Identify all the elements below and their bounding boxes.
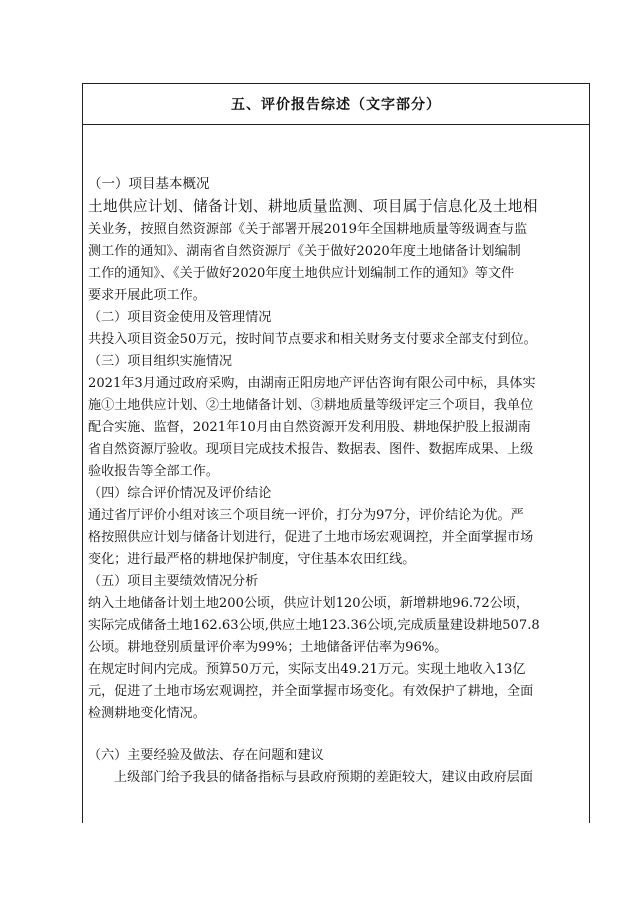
paragraph-line: 元，促进了土地市场宏观调控，并全面掌握市场变化。有效保护了耕地，全面 [88,684,534,699]
paragraph-line: 关业务，按照自然资源部《关于部署开展2019年全国耕地质量等级调查与监 [88,222,528,237]
heading-project-overview: （一）项目基本概况 [88,176,210,192]
paragraph-line: 施①土地供应计划、②土地储备计划、③耕地质量等级评定三个项目，我单位 [88,398,534,413]
report-content [83,125,589,789]
paragraph-line: 检测耕地变化情况。 [88,706,206,721]
heading-implementation: （三）项目组织实施情况 [88,354,233,369]
paragraph-line: 纳入土地储备计划土地200公顷，供应计划120公顷，新增耕地96.72公顷， [88,596,529,611]
report-table-frame [82,83,590,823]
paragraph-line: 2021年3月通过政府采购，由湖南正阳房地产评估咨询有限公司中标，具体实 [88,376,536,391]
section-title: 五、评价报告综述（文字部分） [231,97,441,113]
heading-experience: （六）主要经验及做法、存在问题和建议 [88,748,324,763]
paragraph-line: 上级部门给予我县的储备指标与县政府预期的差距较大，建议由政府层面 [114,770,533,785]
paragraph-line: 实际完成储备土地162.63公顷,供应土地123.36公顷,完成质量建设耕地507.8 [88,618,540,633]
paragraph-line: 测工作的通知》、湖南省自然资源厅《关于做好2020年度土地储备计划编制 [88,244,521,259]
paragraph-line: 公顷。耕地登别质量评价率为99%；土地储备评估率为96%。 [88,640,448,655]
paragraph-line: 土地供应计划、储备计划、耕地质量监测、项目属于信息化及土地相 [88,198,538,215]
paragraph-line: 要求开展此项工作。 [88,288,206,303]
paragraph-line: 通过省厅评价小组对该三个项目统一评价，打分为97分，评价结论为优。严 [88,508,524,523]
paragraph-line: 验收报告等全部工作。 [88,464,219,479]
paragraph-line: 省自然资源厅验收。现项目完成技术报告、数据表、图件、数据库成果、上级 [88,442,534,457]
heading-performance: （五）项目主要绩效情况分析 [88,574,259,589]
heading-fund-usage: （二）项目资金使用及管理情况 [88,310,272,325]
paragraph-line: 共投入项目资金50万元，按时间节点要求和相关财务支付要求全部支付到位。 [88,332,537,347]
paragraph-line: 配合实施、监督，2021年10月由自然资源开发利用股、耕地保护股上报湖南 [88,420,531,435]
paragraph-line: 工作的通知》、《关于做好2020年度土地供应计划编制工作的通知》等文件 [88,266,515,281]
paragraph-line: 格按照供应计划与储备计划进行，促进了土地市场宏观调控，并全面掌握市场 [88,530,534,545]
title-row [83,84,589,125]
paragraph-line: 在规定时间内完成。预算50万元，实际支出49.21万元。实现土地收入13亿 [88,662,526,677]
heading-evaluation: （四）综合评价情况及评价结论 [88,486,272,501]
paragraph-line: 变化；进行最严格的耕地保护制度，守住基本农田红线。 [88,552,416,567]
